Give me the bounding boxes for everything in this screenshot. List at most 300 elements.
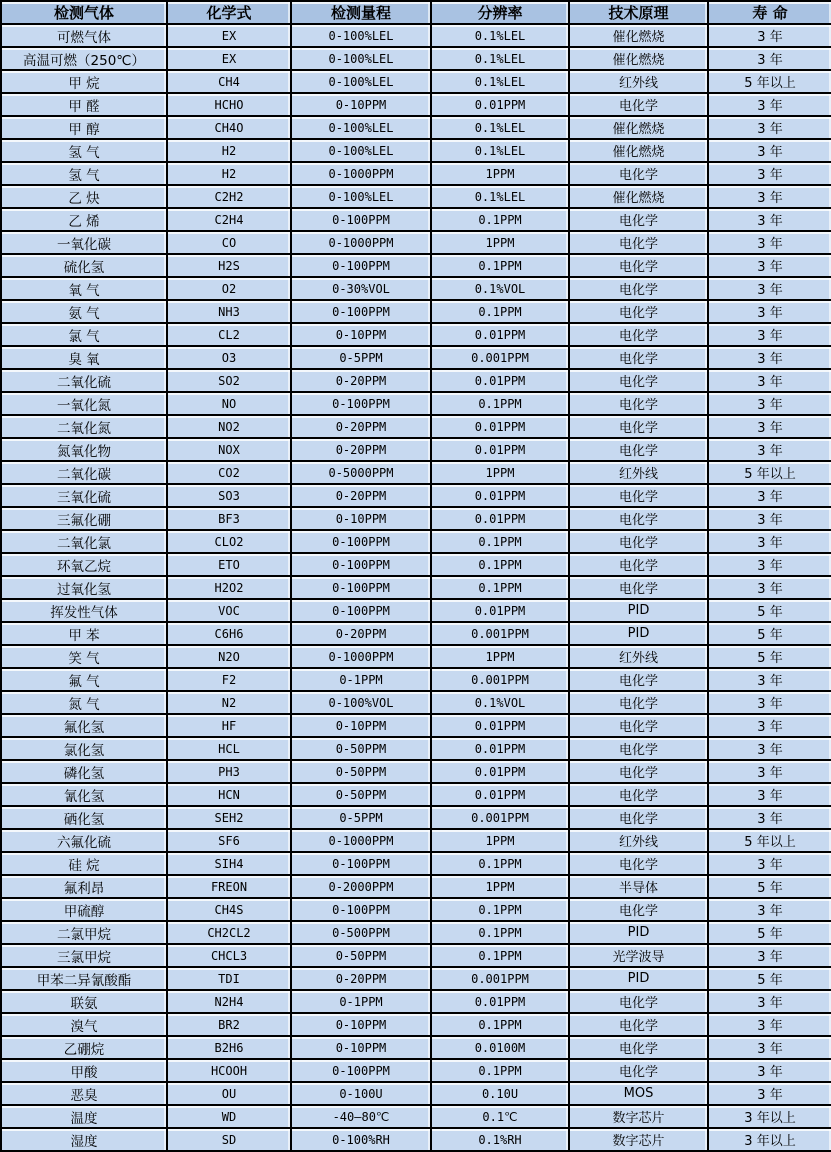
cell-detection-range: 0-20PPM [291,622,431,645]
cell-detection-range: 0-100PPM [291,553,431,576]
table-row [1,346,831,369]
column-header-lifespan: 寿 命 [708,1,831,24]
cell-detection-range: 0-20PPM [291,415,431,438]
cell-detection-range: 0-1PPM [291,668,431,691]
cell-detection-range: 0-100PPM [291,898,431,921]
cell-detection-range: 0-1000PPM [291,162,431,185]
cell-detection-range: 0-10PPM [291,1013,431,1036]
cell-technology: 电化学 [569,576,708,599]
cell-resolution: 0.1PPM [431,1059,569,1082]
cell-resolution: 1PPM [431,231,569,254]
table-row [1,70,831,93]
cell-gas-name: 氢 气 [1,139,167,162]
table-row [1,576,831,599]
cell-resolution: 0.1%LEL [431,185,569,208]
table-row [1,438,831,461]
cell-lifespan: 3 年 [708,783,831,806]
cell-technology: 电化学 [569,1036,708,1059]
cell-lifespan: 3 年 [708,346,831,369]
table-row [1,875,831,898]
cell-lifespan: 5 年以上 [708,829,831,852]
cell-chemical-formula: CH2CL2 [167,921,291,944]
cell-gas-name: 氯化氢 [1,737,167,760]
cell-technology: 电化学 [569,277,708,300]
cell-technology: 电化学 [569,231,708,254]
cell-chemical-formula: C6H6 [167,622,291,645]
cell-technology: 电化学 [569,737,708,760]
cell-chemical-formula: SO3 [167,484,291,507]
cell-resolution: 0.01PPM [431,415,569,438]
cell-lifespan: 3 年 [708,1036,831,1059]
cell-chemical-formula: N2O [167,645,291,668]
cell-technology: 数字芯片 [569,1105,708,1128]
cell-lifespan: 3 年 [708,1059,831,1082]
cell-gas-name: 可燃气体 [1,24,167,47]
cell-resolution: 0.1%LEL [431,24,569,47]
cell-chemical-formula: ETO [167,553,291,576]
table-row [1,553,831,576]
cell-resolution: 0.1℃ [431,1105,569,1128]
table-row [1,1013,831,1036]
cell-detection-range: 0-1000PPM [291,829,431,852]
cell-resolution: 0.01PPM [431,507,569,530]
cell-technology: 半导体 [569,875,708,898]
cell-detection-range: 0-10PPM [291,93,431,116]
cell-detection-range: 0-100PPM [291,599,431,622]
cell-technology: PID [569,921,708,944]
column-header-resolution: 分辨率 [431,1,569,24]
table-row [1,852,831,875]
cell-lifespan: 3 年 [708,254,831,277]
cell-technology: 电化学 [569,1013,708,1036]
cell-gas-name: 高温可燃（250℃） [1,47,167,70]
cell-gas-name: 氮 气 [1,691,167,714]
cell-detection-range: 0-100PPM [291,852,431,875]
cell-chemical-formula: H2 [167,139,291,162]
cell-gas-name: 二氯甲烷 [1,921,167,944]
cell-detection-range: 0-1PPM [291,990,431,1013]
cell-technology: PID [569,599,708,622]
cell-chemical-formula: EX [167,24,291,47]
table-row [1,185,831,208]
cell-chemical-formula: VOC [167,599,291,622]
table-row [1,47,831,70]
cell-chemical-formula: HCN [167,783,291,806]
cell-resolution: 0.01PPM [431,369,569,392]
cell-detection-range: 0-10PPM [291,507,431,530]
cell-lifespan: 3 年 [708,47,831,70]
cell-detection-range: 0-10PPM [291,323,431,346]
cell-chemical-formula: EX [167,47,291,70]
cell-technology: 电化学 [569,254,708,277]
column-header-gas-name: 检测气体 [1,1,167,24]
cell-detection-range: 0-30%VOL [291,277,431,300]
cell-lifespan: 3 年 [708,553,831,576]
cell-technology: 催化燃烧 [569,185,708,208]
cell-lifespan: 3 年 [708,24,831,47]
cell-resolution: 0.1PPM [431,576,569,599]
table-row [1,783,831,806]
cell-resolution: 0.1PPM [431,254,569,277]
cell-resolution: 0.1%LEL [431,70,569,93]
cell-gas-name: 甲酸 [1,1059,167,1082]
cell-resolution: 0.001PPM [431,967,569,990]
cell-technology: 电化学 [569,346,708,369]
cell-detection-range: 0-100%LEL [291,139,431,162]
cell-resolution: 0.1%VOL [431,691,569,714]
cell-detection-range: 0-100%LEL [291,24,431,47]
cell-technology: 数字芯片 [569,1128,708,1151]
cell-resolution: 1PPM [431,461,569,484]
cell-chemical-formula: CO [167,231,291,254]
cell-technology: 电化学 [569,806,708,829]
cell-detection-range: 0-10PPM [291,714,431,737]
cell-resolution: 0.01PPM [431,599,569,622]
cell-chemical-formula: SF6 [167,829,291,852]
table-row [1,944,831,967]
cell-lifespan: 3 年 [708,530,831,553]
cell-technology: 电化学 [569,691,708,714]
cell-lifespan: 5 年 [708,645,831,668]
cell-lifespan: 3 年 [708,852,831,875]
cell-lifespan: 3 年 [708,392,831,415]
cell-chemical-formula: N2H4 [167,990,291,1013]
table-row [1,1082,831,1105]
cell-technology: 红外线 [569,70,708,93]
table-row [1,737,831,760]
cell-gas-name: 温度 [1,1105,167,1128]
cell-technology: MOS [569,1082,708,1105]
table-row [1,1059,831,1082]
cell-resolution: 0.1%VOL [431,277,569,300]
cell-technology: PID [569,622,708,645]
cell-chemical-formula: CH4O [167,116,291,139]
cell-detection-range: 0-1000PPM [291,231,431,254]
cell-detection-range: 0-100PPM [291,254,431,277]
table-row [1,484,831,507]
cell-detection-range: 0-500PPM [291,921,431,944]
cell-resolution: 0.1PPM [431,553,569,576]
table-row [1,323,831,346]
cell-resolution: 0.0100M [431,1036,569,1059]
cell-gas-name: 乙硼烷 [1,1036,167,1059]
table-row [1,415,831,438]
cell-detection-range: 0-20PPM [291,369,431,392]
cell-lifespan: 3 年 [708,484,831,507]
cell-detection-range: 0-5PPM [291,346,431,369]
cell-resolution: 0.1%RH [431,1128,569,1151]
cell-lifespan: 3 年 [708,323,831,346]
cell-lifespan: 5 年以上 [708,70,831,93]
cell-detection-range: 0-50PPM [291,783,431,806]
table-row [1,645,831,668]
cell-gas-name: 磷化氢 [1,760,167,783]
cell-lifespan: 3 年 [708,1013,831,1036]
cell-chemical-formula: TDI [167,967,291,990]
cell-detection-range: 0-100%RH [291,1128,431,1151]
table-row [1,1105,831,1128]
cell-lifespan: 5 年 [708,622,831,645]
table-row [1,24,831,47]
cell-detection-range: 0-50PPM [291,760,431,783]
table-row [1,806,831,829]
cell-gas-name: 一氧化碳 [1,231,167,254]
table-body [1,24,831,1151]
cell-gas-name: 过氧化氢 [1,576,167,599]
cell-chemical-formula: BR2 [167,1013,291,1036]
cell-lifespan: 3 年 [708,760,831,783]
cell-chemical-formula: BF3 [167,507,291,530]
cell-gas-name: 三氟化硼 [1,507,167,530]
cell-gas-name: 氰化氢 [1,783,167,806]
cell-technology: 催化燃烧 [569,24,708,47]
cell-lifespan: 3 年 [708,737,831,760]
cell-chemical-formula: CHCL3 [167,944,291,967]
cell-detection-range: 0-100%LEL [291,116,431,139]
cell-lifespan: 3 年 [708,300,831,323]
cell-resolution: 0.10U [431,1082,569,1105]
cell-technology: 电化学 [569,162,708,185]
cell-technology: 电化学 [569,553,708,576]
cell-technology: 电化学 [569,530,708,553]
cell-lifespan: 5 年 [708,875,831,898]
cell-gas-name: 溴气 [1,1013,167,1036]
cell-detection-range: 0-50PPM [291,737,431,760]
cell-chemical-formula: SO2 [167,369,291,392]
cell-resolution: 0.01PPM [431,323,569,346]
cell-resolution: 1PPM [431,645,569,668]
cell-gas-name: 二氧化硫 [1,369,167,392]
cell-detection-range: 0-100PPM [291,576,431,599]
cell-gas-name: 氟化氢 [1,714,167,737]
cell-detection-range: 0-100%LEL [291,47,431,70]
column-header-chemical-formula: 化学式 [167,1,291,24]
cell-lifespan: 3 年 [708,691,831,714]
cell-lifespan: 3 年以上 [708,1128,831,1151]
cell-resolution: 0.1%LEL [431,139,569,162]
cell-chemical-formula: CH4 [167,70,291,93]
cell-gas-name: 二氧化氮 [1,415,167,438]
cell-resolution: 0.01PPM [431,737,569,760]
cell-gas-name: 笑 气 [1,645,167,668]
cell-chemical-formula: CH4S [167,898,291,921]
cell-gas-name: 硅 烷 [1,852,167,875]
cell-resolution: 0.01PPM [431,714,569,737]
cell-gas-name: 硫化氢 [1,254,167,277]
cell-chemical-formula: CL2 [167,323,291,346]
cell-lifespan: 3 年 [708,438,831,461]
cell-technology: 催化燃烧 [569,139,708,162]
cell-detection-range: 0-100%LEL [291,70,431,93]
cell-detection-range: 0-5PPM [291,806,431,829]
cell-chemical-formula: F2 [167,668,291,691]
table-row [1,1036,831,1059]
cell-technology: 电化学 [569,415,708,438]
column-header-detection-range: 检测量程 [291,1,431,24]
cell-resolution: 0.1%LEL [431,47,569,70]
cell-lifespan: 3 年 [708,139,831,162]
table-row [1,461,831,484]
cell-resolution: 0.1%LEL [431,116,569,139]
table-header [1,1,831,24]
cell-chemical-formula: H2S [167,254,291,277]
cell-lifespan: 3 年 [708,944,831,967]
cell-lifespan: 3 年 [708,898,831,921]
cell-resolution: 0.01PPM [431,990,569,1013]
cell-chemical-formula: WD [167,1105,291,1128]
cell-resolution: 0.1PPM [431,898,569,921]
table-row [1,392,831,415]
cell-gas-name: 三氯甲烷 [1,944,167,967]
cell-gas-name: 甲 醛 [1,93,167,116]
cell-detection-range: 0-2000PPM [291,875,431,898]
cell-technology: 电化学 [569,369,708,392]
cell-chemical-formula: FREON [167,875,291,898]
cell-gas-name: 臭 氧 [1,346,167,369]
cell-technology: 电化学 [569,668,708,691]
cell-gas-name: 二氧化氯 [1,530,167,553]
column-header-technology: 技术原理 [569,1,708,24]
table-row [1,507,831,530]
cell-chemical-formula: C2H2 [167,185,291,208]
cell-gas-name: 联氨 [1,990,167,1013]
cell-resolution: 1PPM [431,875,569,898]
cell-detection-range: 0-100%LEL [291,185,431,208]
cell-lifespan: 3 年以上 [708,1105,831,1128]
table-row [1,829,831,852]
cell-resolution: 0.1PPM [431,921,569,944]
cell-lifespan: 3 年 [708,1082,831,1105]
cell-lifespan: 3 年 [708,369,831,392]
table-row [1,208,831,231]
cell-lifespan: 3 年 [708,806,831,829]
cell-chemical-formula: PH3 [167,760,291,783]
cell-detection-range: 0-20PPM [291,438,431,461]
table-row [1,990,831,1013]
cell-technology: 电化学 [569,714,708,737]
cell-gas-name: 氟利昂 [1,875,167,898]
cell-gas-name: 氢 气 [1,162,167,185]
cell-resolution: 0.01PPM [431,93,569,116]
cell-resolution: 0.1PPM [431,852,569,875]
cell-gas-name: 乙 烯 [1,208,167,231]
cell-chemical-formula: HF [167,714,291,737]
cell-resolution: 1PPM [431,162,569,185]
cell-resolution: 0.001PPM [431,622,569,645]
cell-chemical-formula: SD [167,1128,291,1151]
cell-detection-range: 0-100PPM [291,208,431,231]
table-row [1,921,831,944]
cell-detection-range: 0-100PPM [291,392,431,415]
cell-lifespan: 3 年 [708,116,831,139]
cell-detection-range: 0-100%VOL [291,691,431,714]
cell-technology: 电化学 [569,438,708,461]
cell-detection-range: -40—80℃ [291,1105,431,1128]
cell-detection-range: 0-100PPM [291,300,431,323]
cell-lifespan: 3 年 [708,507,831,530]
cell-chemical-formula: C2H4 [167,208,291,231]
cell-technology: 电化学 [569,300,708,323]
table-row [1,277,831,300]
cell-technology: 红外线 [569,645,708,668]
table-row [1,231,831,254]
table-row [1,116,831,139]
cell-chemical-formula: NO [167,392,291,415]
cell-chemical-formula: H2O2 [167,576,291,599]
cell-detection-range: 0-50PPM [291,944,431,967]
cell-resolution: 0.01PPM [431,484,569,507]
cell-resolution: 0.1PPM [431,1013,569,1036]
table-row [1,622,831,645]
cell-resolution: 0.01PPM [431,438,569,461]
cell-technology: 电化学 [569,484,708,507]
cell-technology: 电化学 [569,783,708,806]
table-row [1,898,831,921]
cell-gas-name: 氧 气 [1,277,167,300]
table-row [1,162,831,185]
table-row [1,300,831,323]
cell-lifespan: 3 年 [708,185,831,208]
table-row [1,967,831,990]
cell-resolution: 0.1PPM [431,392,569,415]
cell-detection-range: 0-100U [291,1082,431,1105]
cell-resolution: 0.001PPM [431,346,569,369]
cell-detection-range: 0-100PPM [291,530,431,553]
cell-chemical-formula: NO2 [167,415,291,438]
table-row [1,760,831,783]
table-row [1,254,831,277]
cell-gas-name: 三氧化硫 [1,484,167,507]
cell-gas-name: 恶臭 [1,1082,167,1105]
cell-chemical-formula: NOX [167,438,291,461]
cell-lifespan: 5 年 [708,967,831,990]
cell-chemical-formula: H2 [167,162,291,185]
cell-resolution: 0.1PPM [431,944,569,967]
cell-detection-range: 0-10PPM [291,1036,431,1059]
cell-gas-name: 甲 苯 [1,622,167,645]
table-row [1,599,831,622]
cell-chemical-formula: O2 [167,277,291,300]
table-row [1,369,831,392]
cell-detection-range: 0-20PPM [291,484,431,507]
cell-gas-name: 挥发性气体 [1,599,167,622]
cell-lifespan: 3 年 [708,231,831,254]
cell-technology: 电化学 [569,1059,708,1082]
cell-lifespan: 3 年 [708,714,831,737]
cell-technology: 电化学 [569,507,708,530]
cell-technology: 电化学 [569,93,708,116]
cell-chemical-formula: SEH2 [167,806,291,829]
cell-gas-name: 硒化氢 [1,806,167,829]
cell-gas-name: 六氟化硫 [1,829,167,852]
cell-detection-range: 0-20PPM [291,967,431,990]
cell-technology: 催化燃烧 [569,47,708,70]
cell-gas-name: 氟 气 [1,668,167,691]
cell-technology: 电化学 [569,990,708,1013]
cell-lifespan: 5 年 [708,599,831,622]
cell-chemical-formula: OU [167,1082,291,1105]
table-row [1,714,831,737]
cell-gas-name: 二氧化碳 [1,461,167,484]
cell-gas-name: 氨 气 [1,300,167,323]
cell-resolution: 0.01PPM [431,760,569,783]
cell-technology: 电化学 [569,852,708,875]
cell-chemical-formula: NH3 [167,300,291,323]
cell-gas-name: 湿度 [1,1128,167,1151]
cell-technology: 电化学 [569,898,708,921]
cell-resolution: 0.01PPM [431,783,569,806]
table-row [1,93,831,116]
